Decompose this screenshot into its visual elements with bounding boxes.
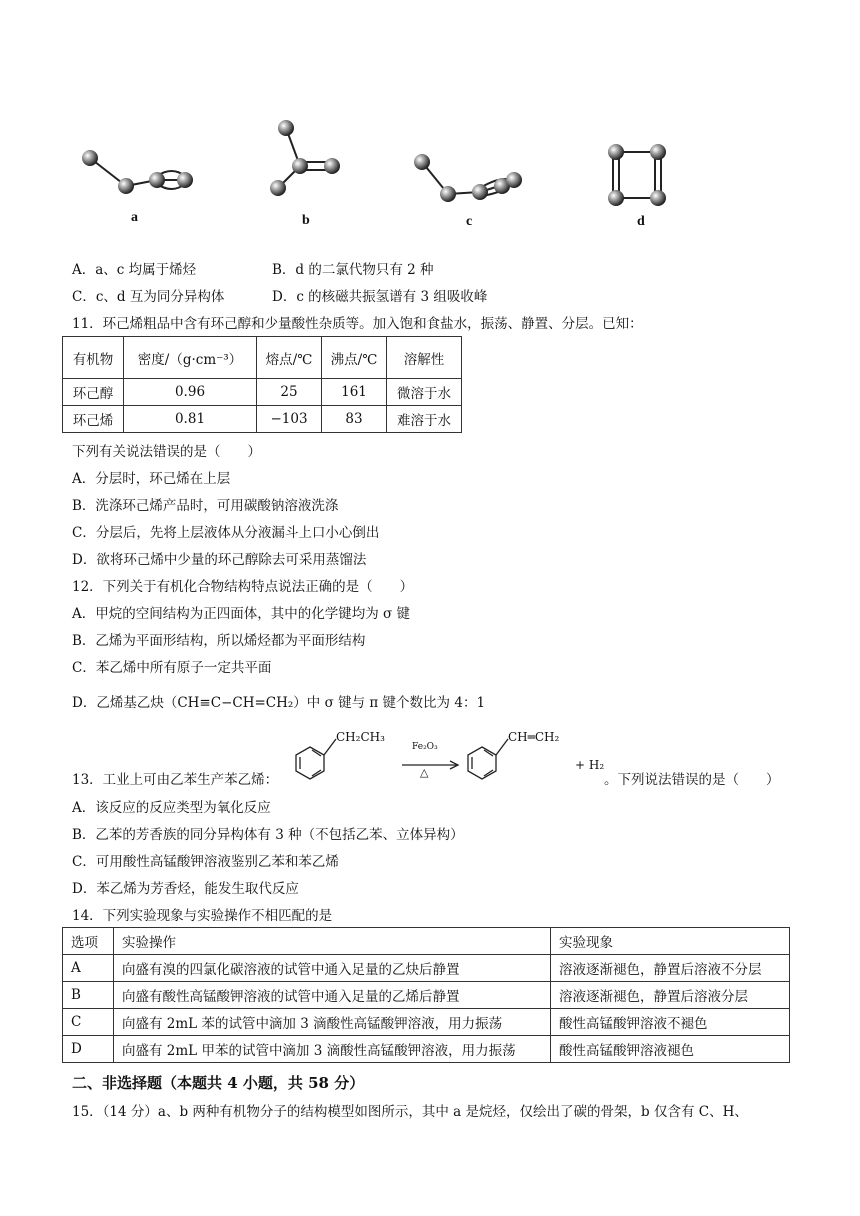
- table-row: [63, 982, 790, 1009]
- table-row: [63, 406, 462, 433]
- table-cell: 溶液逐渐褪色，静置后溶液分层: [551, 982, 790, 1009]
- table-cell: 向盛有酸性高锰酸钾溶液的试管中通入足量的乙烯后静置: [114, 982, 551, 1009]
- table-cell: 0.96: [124, 379, 257, 406]
- molecule-b: [270, 120, 340, 196]
- q10-option-c: C．c、d 互为同分异构体: [72, 289, 225, 305]
- table-row: [63, 1036, 790, 1063]
- q11-option-a: A．分层时，环己烯在上层: [72, 471, 231, 487]
- reactant-substituent: CH₂CH₃: [336, 730, 385, 744]
- q12-option-c: C．苯乙烯中所有原子一定共平面: [72, 660, 272, 676]
- q11-table-header: [63, 337, 462, 379]
- q14-stem: 14．下列实验现象与实验操作不相匹配的是: [72, 908, 333, 924]
- q14-header-cell: 实验操作: [114, 928, 551, 955]
- q11-option-b: B．洗涤环己烯产品时，可用碳酸钠溶液洗涤: [72, 498, 339, 514]
- molecule-label-c: c: [466, 214, 473, 229]
- table-cell: A: [63, 955, 114, 982]
- q11-stem: 11．环己烯粗品中含有环己醇和少量酸性杂质等。加入饱和食盐水，振荡、静置、分层。已知：: [72, 316, 643, 332]
- table-cell: 25: [257, 379, 322, 406]
- heat-symbol: △: [420, 766, 429, 779]
- table-cell: D: [63, 1036, 114, 1063]
- table-cell: C: [63, 1009, 114, 1036]
- table-cell: −103: [257, 406, 322, 433]
- molecule-c: [414, 154, 522, 202]
- table-cell: 83: [322, 406, 387, 433]
- q14-header-cell: 实验现象: [551, 928, 790, 955]
- table-cell: 酸性高锰酸钾溶液褪色: [551, 1036, 790, 1063]
- q11-header-cell: 沸点/℃: [322, 337, 387, 379]
- q12-stem: 12．下列关于有机化合物结构特点说法正确的是（ ）: [72, 579, 414, 595]
- q11-header-cell: 密度/（g·cm⁻³）: [124, 337, 257, 379]
- catalyst-label: Fe₂O₃: [412, 742, 438, 752]
- molecule-models-figure: [60, 110, 700, 210]
- q13-option-a: A．该反应的反应类型为氧化反应: [72, 800, 271, 816]
- table-cell: 0.81: [124, 406, 257, 433]
- table-cell: 向盛有 2mL 苯的试管中滴加 3 滴酸性高锰酸钾溶液，用力振荡: [114, 1009, 551, 1036]
- q11-header-cell: 熔点/℃: [257, 337, 322, 379]
- table-cell: 向盛有溴的四氯化碳溶液的试管中通入足量的乙炔后静置: [114, 955, 551, 982]
- table-row: [63, 955, 790, 982]
- q11-ask: 下列有关说法错误的是（ ）: [72, 444, 261, 460]
- table-cell: 酸性高锰酸钾溶液不褪色: [551, 1009, 790, 1036]
- q13-stem-end: 。下列说法错误的是（ ）: [604, 772, 780, 788]
- molecule-label-b: b: [302, 213, 310, 228]
- table-cell: 环己烯: [63, 406, 124, 433]
- molecule-label-a: a: [131, 210, 138, 225]
- q15-stem: 15．（14 分）a、b 两种有机物分子的结构模型如图所示，其中 a 是烷烃，仅绘出了碳的骨架，b 仅含有 C、H、: [72, 1104, 748, 1120]
- table-cell: 微溶于水: [387, 379, 462, 406]
- table-cell: 溶液逐渐褪色，静置后溶液不分层: [551, 955, 790, 982]
- table-cell: B: [63, 982, 114, 1009]
- q11-option-d: D．欲将环己烯中少量的环己醇除去可采用蒸馏法: [72, 552, 367, 568]
- q10-option-a: A．a、c 均属于烯烃: [72, 262, 197, 278]
- q13-stem: 13．工业上可由乙苯生产苯乙烯：: [72, 772, 279, 788]
- table-cell: 161: [322, 379, 387, 406]
- q11-header-cell: 溶解性: [387, 337, 462, 379]
- q12-option-d: D．乙烯基乙炔（CH≡C−CH=CH₂）中 σ 键与 π 键个数比为 4：1: [72, 695, 486, 711]
- hydrogen-product: + H₂: [575, 758, 605, 772]
- q11-header-cell: 有机物: [63, 337, 124, 379]
- q13-option-b: B．乙苯的芳香族的同分异构体有 3 种（不包括乙苯、立体异构）: [72, 827, 464, 843]
- product-substituent: CH═CH₂: [508, 730, 560, 744]
- q13-option-c: C．可用酸性高锰酸钾溶液鉴别乙苯和苯乙烯: [72, 854, 339, 870]
- q14-header-cell: 选项: [63, 928, 114, 955]
- table-cell: 向盛有 2mL 甲苯的试管中滴加 3 滴酸性高锰酸钾溶液，用力振荡: [114, 1036, 551, 1063]
- molecule-d: [608, 144, 666, 206]
- q11-option-c: C．分层后，先将上层液体从分液漏斗上口小心倒出: [72, 525, 380, 541]
- molecule-a: [82, 150, 193, 194]
- table-row: [63, 379, 462, 406]
- q11-table: [62, 336, 462, 433]
- table-row: [63, 1009, 790, 1036]
- table-cell: 环己醇: [63, 379, 124, 406]
- table-cell: 难溶于水: [387, 406, 462, 433]
- q12-option-a: A．甲烷的空间结构为正四面体，其中的化学键均为 σ 键: [72, 606, 411, 622]
- section-heading: 二、非选择题（本题共 4 小题，共 58 分）: [72, 1074, 365, 1092]
- q14-table-header: [63, 928, 790, 955]
- q13-option-d: D．苯乙烯为芳香烃，能发生取代反应: [72, 881, 299, 897]
- molecule-label-d: d: [637, 214, 645, 229]
- q14-table: [62, 927, 790, 1063]
- q10-option-b: B．d 的二氯代物只有 2 种: [272, 262, 434, 278]
- q10-option-d: D．c 的核磁共振氢谱有 3 组吸收峰: [272, 289, 488, 305]
- q12-option-b: B．乙烯为平面形结构，所以烯烃都为平面形结构: [72, 633, 366, 649]
